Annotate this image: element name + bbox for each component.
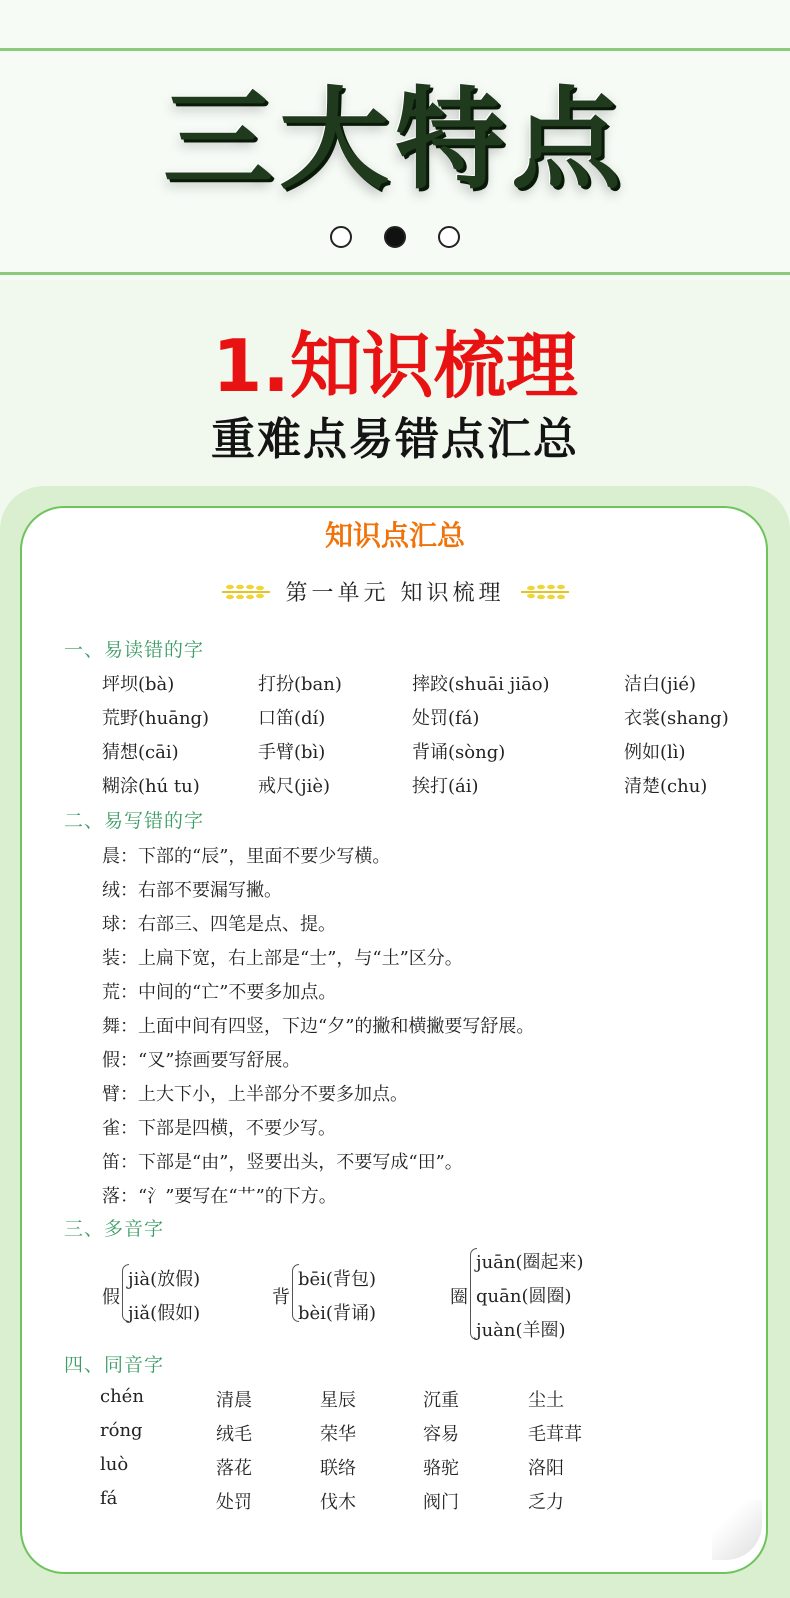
polyphone-char: 圈 [450, 1287, 468, 1308]
misread-item: 衣裳(shang) [624, 708, 729, 729]
homophone-word: 联络 [320, 1458, 356, 1479]
section-subtitle: 重难点易错点汇总 [211, 414, 579, 465]
misread-item: 洁白(jié) [624, 674, 697, 695]
misread-item: 打扮(ban) [258, 674, 342, 695]
homophone-pinyin: róng [100, 1420, 143, 1441]
header-banner [0, 0, 790, 280]
indicator-dot-3 [438, 226, 460, 248]
homophone-word: 尘土 [528, 1390, 564, 1411]
misread-item: 挨打(ái) [412, 776, 479, 797]
homophone-word: 星辰 [320, 1390, 356, 1411]
wheat-left-icon [220, 581, 272, 603]
heading-miswrite: 二、易写错的字 [64, 810, 205, 832]
polyphone-char: 假 [102, 1287, 120, 1308]
misread-item: 坪坝(bà) [102, 674, 175, 695]
polyphone-reading: bēi(背包) [298, 1269, 376, 1290]
homophone-word: 容易 [423, 1424, 459, 1445]
main-title: 三大特点 [163, 76, 627, 204]
misread-item: 戒尺(jiè) [258, 776, 331, 797]
homophone-word: 乏力 [528, 1492, 564, 1513]
card-title: 知识点汇总 [324, 519, 465, 552]
misread-item: 荒野(huāng) [102, 708, 210, 729]
polyphone-reading: juān(圈起来) [476, 1252, 584, 1273]
polyphone-reading: juàn(羊圈) [476, 1320, 566, 1341]
misread-item: 例如(lì) [624, 742, 686, 763]
misread-item: 清楚(chu) [624, 776, 708, 797]
miswrite-item: 笛：下部是“由”，竖要出头，不要写成“田”。 [102, 1152, 463, 1173]
homophone-pinyin: luò [100, 1454, 129, 1475]
heading-homophone: 四、同音字 [64, 1354, 165, 1376]
homophone-pinyin: chén [100, 1386, 144, 1407]
homophone-word: 阀门 [423, 1492, 459, 1513]
polyphone-reading: jiǎ(假如) [128, 1303, 201, 1324]
top-divider [0, 48, 790, 51]
indicator-dot-2-active [384, 226, 406, 248]
polyphone-reading: quān(圆圈) [476, 1286, 572, 1307]
miswrite-item: 球：右部三、四笔是点、提。 [102, 914, 336, 935]
homophone-word: 绒毛 [216, 1424, 252, 1445]
miswrite-item: 假：“叉”捺画要写舒展。 [102, 1050, 301, 1071]
misread-item: 背诵(sòng) [412, 742, 506, 763]
homophone-word: 清晨 [216, 1390, 252, 1411]
miswrite-item: 晨：下部的“辰”，里面不要少写横。 [102, 846, 391, 867]
homophone-word: 处罚 [216, 1492, 252, 1513]
polyphone-reading: jià(放假) [128, 1269, 201, 1290]
miswrite-item: 装：上扁下宽，右上部是“士”，与“土”区分。 [102, 948, 463, 969]
miswrite-item: 雀：下部是四横，不要少写。 [102, 1118, 336, 1139]
homophone-word: 荣华 [320, 1424, 356, 1445]
misread-item: 处罚(fá) [412, 708, 480, 729]
page-indicator [0, 226, 790, 248]
miswrite-item: 臂：上大下小，上半部分不要多加点。 [102, 1084, 408, 1105]
homophone-word: 骆驼 [423, 1458, 459, 1479]
misread-item: 手臂(bì) [258, 742, 326, 763]
homophone-word: 伐木 [320, 1492, 356, 1513]
polyphone-reading: bèi(背诵) [298, 1303, 376, 1324]
unit-label: 第一单元 知识梳理 [285, 581, 505, 606]
misread-item: 口笛(dí) [258, 708, 326, 729]
polyphone-char: 背 [272, 1287, 290, 1308]
section-title: 1.知识梳理 [212, 324, 578, 408]
homophone-pinyin: fá [100, 1488, 118, 1509]
miswrite-item: 舞：上面中间有四竖，下边“夕”的撇和横撇要写舒展。 [102, 1016, 535, 1037]
heading-misread: 一、易读错的字 [64, 639, 205, 661]
knowledge-card [20, 506, 768, 1574]
homophone-word: 毛茸茸 [528, 1424, 582, 1445]
misread-item: 摔跤(shuāi jiāo) [412, 674, 550, 695]
misread-item: 糊涂(hú tu) [102, 776, 200, 797]
unit-heading [0, 576, 790, 607]
miswrite-item: 落：“氵”要写在“艹”的下方。 [102, 1186, 337, 1207]
miswrite-item: 荒：中间的“亡”不要多加点。 [102, 982, 337, 1003]
homophone-word: 落花 [216, 1458, 252, 1479]
heading-polyphone: 三、多音字 [64, 1218, 165, 1240]
indicator-dot-1 [330, 226, 352, 248]
wheat-right-icon [519, 581, 571, 603]
homophone-word: 洛阳 [528, 1458, 564, 1479]
bottom-divider [0, 272, 790, 275]
miswrite-item: 绒：右部不要漏写撇。 [102, 880, 282, 901]
misread-item: 猜想(cāi) [102, 742, 179, 763]
homophone-word: 沉重 [423, 1390, 459, 1411]
